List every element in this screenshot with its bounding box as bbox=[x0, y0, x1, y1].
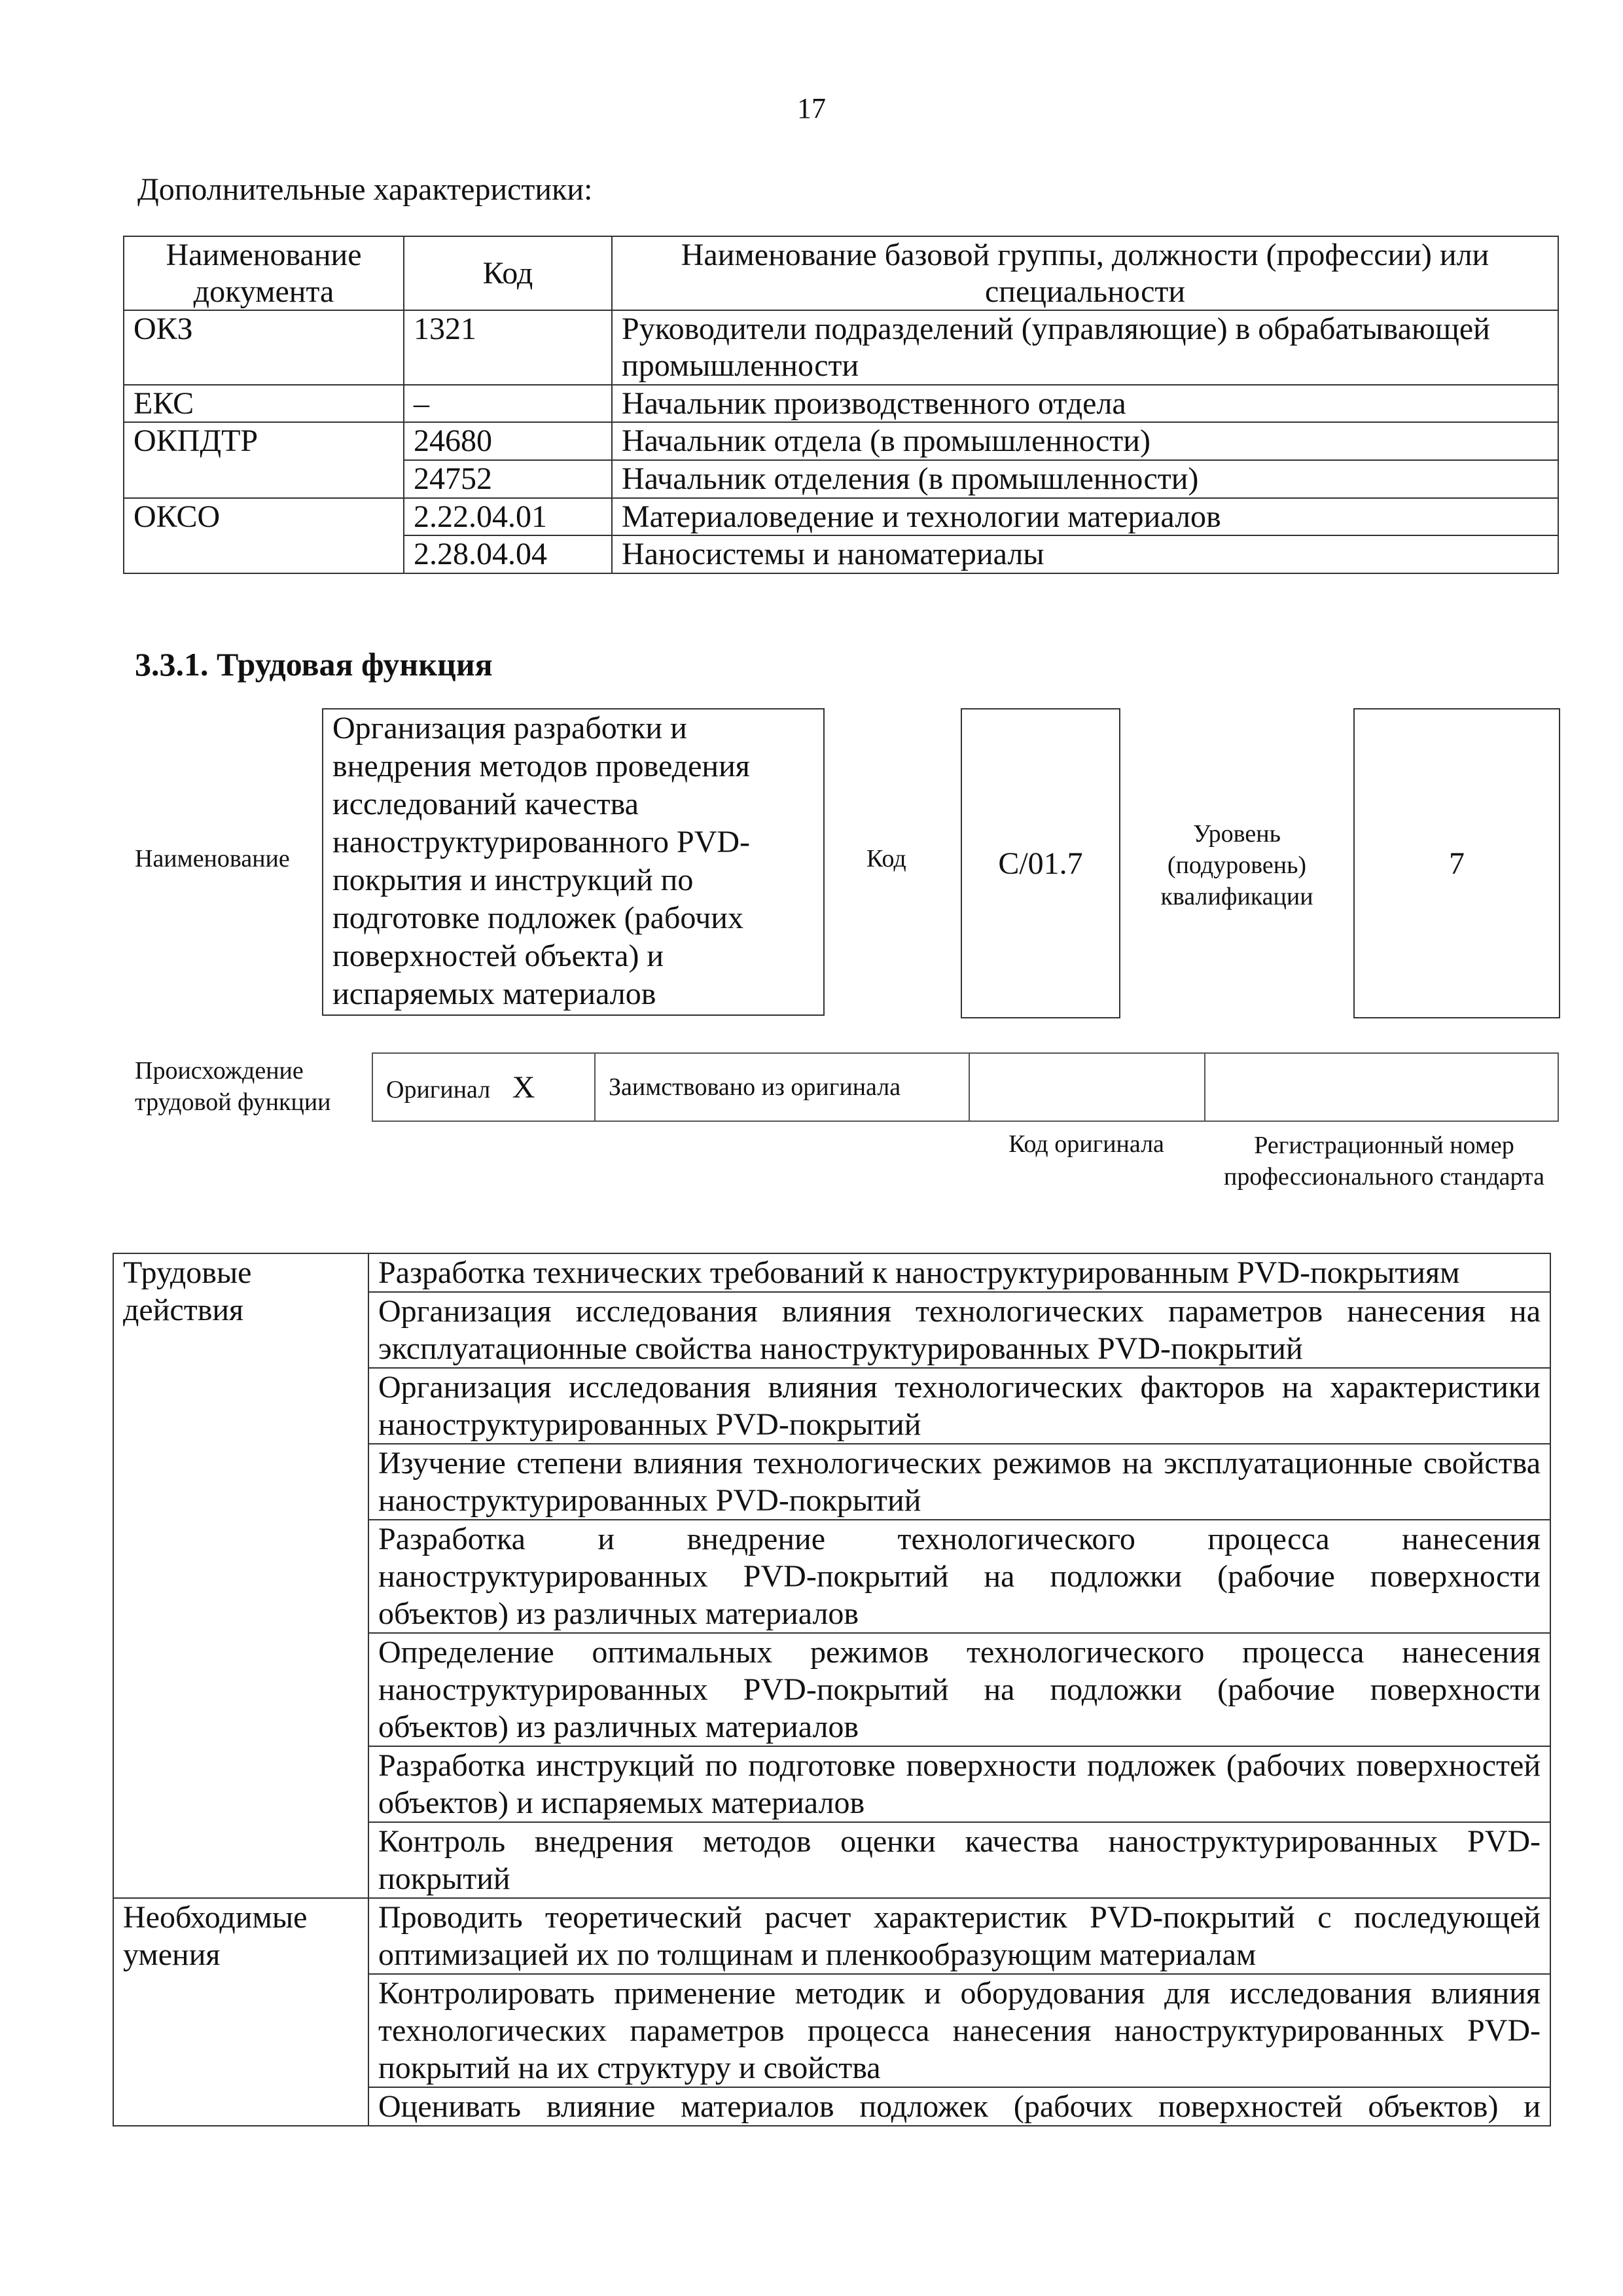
table-row bbox=[113, 1253, 1550, 1292]
doc-cell: ОКЗ bbox=[124, 310, 404, 384]
skill-item: Контролировать применение методик и оборудования для исследования влияния технологических параметров процесса нанесения наноструктурированных PVD-покрытий на их структуру и свойства bbox=[368, 1974, 1550, 2087]
code-cell: 24680 bbox=[404, 422, 612, 460]
name-cell: Руководители подразделений (управляющие) в обрабатывающей промышленности bbox=[612, 310, 1558, 384]
labor-action-item: Разработка и внедрение технологического процесса нанесения наноструктурированных PVD-покрытий на подложки (рабочие поверхности объектов) из различных материалов bbox=[368, 1520, 1550, 1633]
labor-function-heading: 3.3.1. Трудовая функция bbox=[135, 646, 493, 683]
page-number: 17 bbox=[797, 92, 826, 124]
table-row bbox=[124, 385, 1558, 423]
reg-number-label: Регистрационный номер профессионального стандарта bbox=[1224, 1132, 1544, 1191]
borrowed-cell: Заимствовано из оригинала bbox=[595, 1053, 969, 1121]
name-label: Наименование bbox=[135, 845, 290, 872]
name-cell: Начальник производственного отдела bbox=[612, 385, 1558, 423]
labor-function-details-table bbox=[113, 1253, 1551, 2126]
labor-action-item: Организация исследования влияния технологических факторов на характеристики наноструктурированных PVD-покрытий bbox=[368, 1368, 1550, 1444]
header-code: Код bbox=[404, 236, 612, 310]
level-label: Уровень (подуровень) квалификации bbox=[1160, 820, 1313, 910]
additional-characteristics-table bbox=[123, 236, 1559, 574]
function-code-box bbox=[961, 708, 1120, 1018]
reg-number-cell bbox=[1205, 1053, 1558, 1121]
skill-item: Оценивать влияние материалов подложек (рабочих поверхностей объектов) и bbox=[368, 2087, 1550, 2126]
code-original-cell bbox=[969, 1053, 1205, 1121]
original-cell bbox=[372, 1053, 595, 1121]
code-cell: 24752 bbox=[404, 460, 612, 498]
name-cell: Наносистемы и наноматериалы bbox=[612, 535, 1558, 573]
header-document: Наименование документа bbox=[124, 236, 404, 310]
origin-row bbox=[372, 1053, 1558, 1121]
table-header-row bbox=[124, 236, 1558, 310]
original-label: Оригинал bbox=[386, 1075, 491, 1103]
labor-action-item: Разработка технических требований к наноструктурированным PVD-покрытиям bbox=[368, 1253, 1550, 1292]
code-cell: – bbox=[404, 385, 612, 423]
code-cell: 2.22.04.01 bbox=[404, 498, 612, 536]
labor-actions-label: Трудовые действия bbox=[113, 1253, 368, 1898]
labor-action-item: Разработка инструкций по подготовке поверхности подложек (рабочих поверхностей объектов) и испаряемых материалов bbox=[368, 1746, 1550, 1822]
code-original-label: Код оригинала bbox=[1008, 1130, 1164, 1158]
doc-cell: ОКПДТР bbox=[124, 422, 404, 497]
doc-cell: ОКСО bbox=[124, 498, 404, 573]
qualification-level-box bbox=[1353, 708, 1560, 1018]
table-row bbox=[124, 498, 1558, 536]
name-cell: Материаловедение и технологии материалов bbox=[612, 498, 1558, 536]
table-row bbox=[124, 310, 1558, 384]
origin-table bbox=[372, 1052, 1559, 1122]
skill-item: Проводить теоретический расчет характеристик PVD-покрытий с последующей оптимизацией их по толщинам и пленкообразующим материалам bbox=[368, 1898, 1550, 1974]
table-row bbox=[124, 422, 1558, 460]
skills-label: Необходимые умения bbox=[113, 1898, 368, 2126]
doc-cell: ЕКС bbox=[124, 385, 404, 423]
labor-action-item: Определение оптимальных режимов технологического процесса нанесения наноструктурированных PVD-покрытий на подложки (рабочие поверхности объектов) из различных материалов bbox=[368, 1633, 1550, 1746]
table-row bbox=[113, 1898, 1550, 1974]
code-cell: 2.28.04.04 bbox=[404, 535, 612, 573]
code-cell: 1321 bbox=[404, 310, 612, 384]
labor-action-item: Организация исследования влияния технологических параметров нанесения на эксплуатационные свойства наноструктурированных PVD-покрытий bbox=[368, 1292, 1550, 1368]
header-group-name: Наименование базовой группы, должности (профессии) или специальности bbox=[612, 236, 1558, 310]
original-mark: X bbox=[512, 1069, 535, 1105]
function-code-value: C/01.7 bbox=[998, 846, 1083, 881]
labor-action-item: Контроль внедрения методов оценки качества наноструктурированных PVD-покрытий bbox=[368, 1822, 1550, 1898]
labor-action-item: Изучение степени влияния технологических режимов на эксплуатационные свойства наноструктурированных PVD-покрытий bbox=[368, 1444, 1550, 1520]
function-name-box: Организация разработки и внедрения методов проведения исследований качества наноструктурированного PVD-покрытия и инструкций по подготовке подложек (рабочих поверхностей объекта) и испаряемых материалов bbox=[322, 708, 825, 1016]
additional-characteristics-title: Дополнительные характеристики: bbox=[137, 172, 593, 207]
name-cell: Начальник отдела (в промышленности) bbox=[612, 422, 1558, 460]
qualification-level-value: 7 bbox=[1449, 846, 1465, 881]
code-label: Код bbox=[866, 845, 906, 872]
name-cell: Начальник отделения (в промышленности) bbox=[612, 460, 1558, 498]
origin-label: Происхождение трудовой функции bbox=[135, 1057, 331, 1116]
